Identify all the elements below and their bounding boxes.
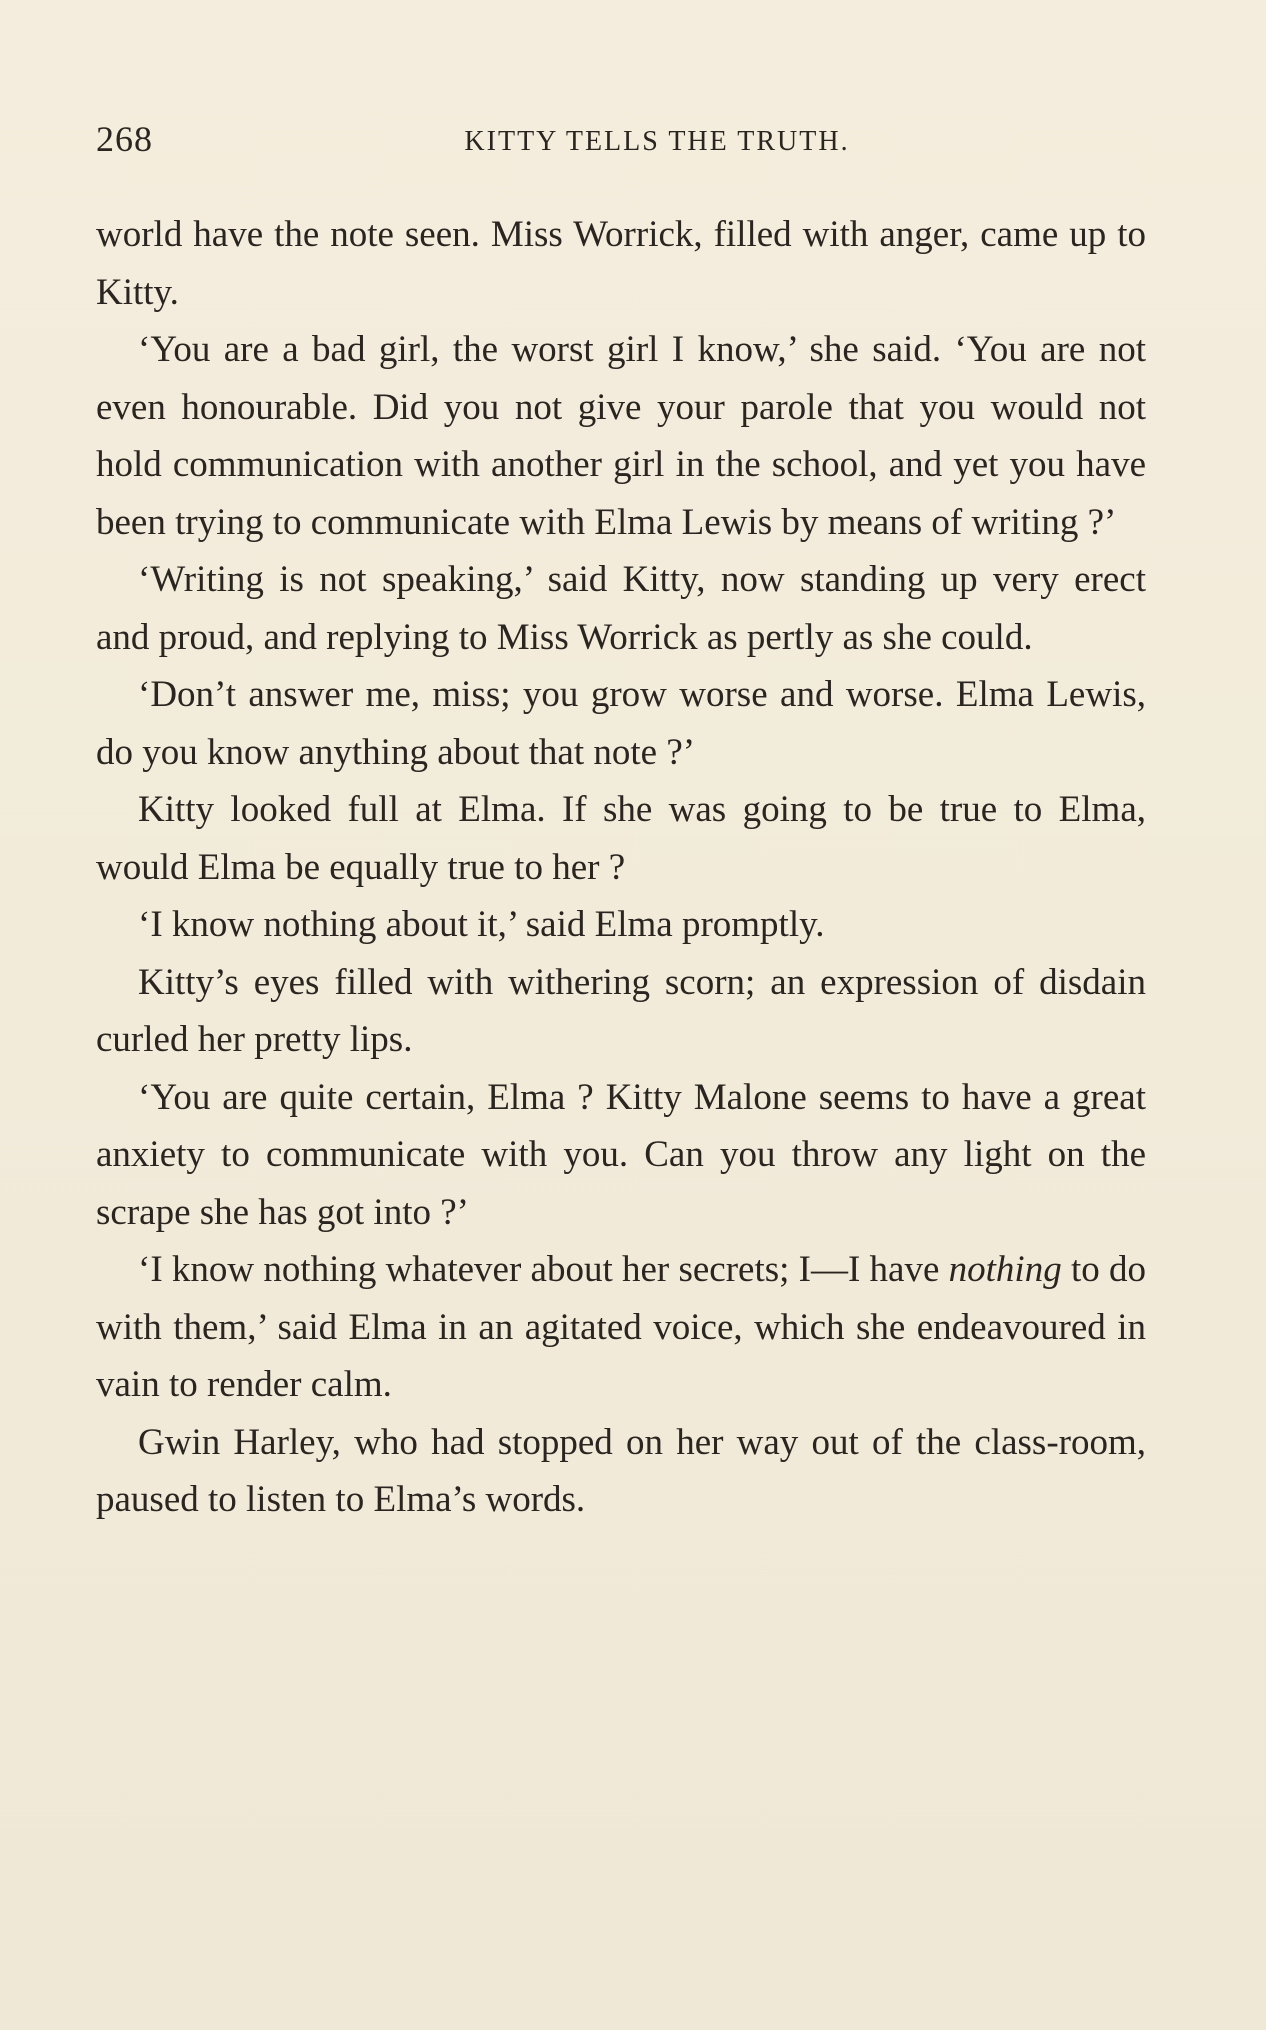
paragraph: Kitty’s eyes filled with withering scorn; an expression of disdain curled her pretty lips. <box>96 961 1146 1060</box>
paragraph: ‘You are quite certain, Elma ? Kitty Malone seems to have a great anxiety to communicate with you. Can you throw any light on the scrape she has got into ?’ <box>96 1076 1146 1233</box>
page-number: 268 <box>96 119 153 159</box>
paragraph: ‘You are a bad girl, the worst girl I know,’ she said. ‘You are not even honourable. Did you not give your parole that you would not hold communication with another girl in the school, and yet you have been trying to communicate with Elma Lewis by means of writing ?’ <box>96 329 1146 543</box>
paragraph: Gwin Harley, who had stopped on her way out of the class-room, paused to listen to Elma’s words. <box>96 1421 1146 1520</box>
paragraph: world have the note seen. Miss Worrick, filled with anger, came up to Kitty. <box>96 214 1146 313</box>
paragraph-text: to do with them,’ said Elma in an agitated voice, which she endeavoured in vain to render calm. <box>96 1249 1147 1405</box>
paragraph-text: ‘I know nothing whatever about her secrets; I—I have <box>138 1249 949 1290</box>
paragraph: Kitty looked full at Elma. If she was going to be true to Elma, would Elma be equally true to her ? <box>96 789 1146 888</box>
running-head: KITTY TELLS THE TRUTH. <box>464 126 850 157</box>
paragraph: ‘Writing is not speaking,’ said Kitty, now standing up very erect and proud, and replying to Miss Worrick as pertly as she could. <box>96 559 1146 658</box>
paragraph: ‘Don’t answer me, miss; you grow worse and worse. Elma Lewis, do you know anything about that note ?’ <box>96 674 1146 773</box>
paragraph <box>96 1241 1146 1414</box>
paragraph: ‘I know nothing about it,’ said Elma promptly. <box>138 904 825 945</box>
page-header <box>96 118 1148 168</box>
body-text <box>96 206 1146 1529</box>
emphasized-word: nothing <box>948 1249 1062 1290</box>
